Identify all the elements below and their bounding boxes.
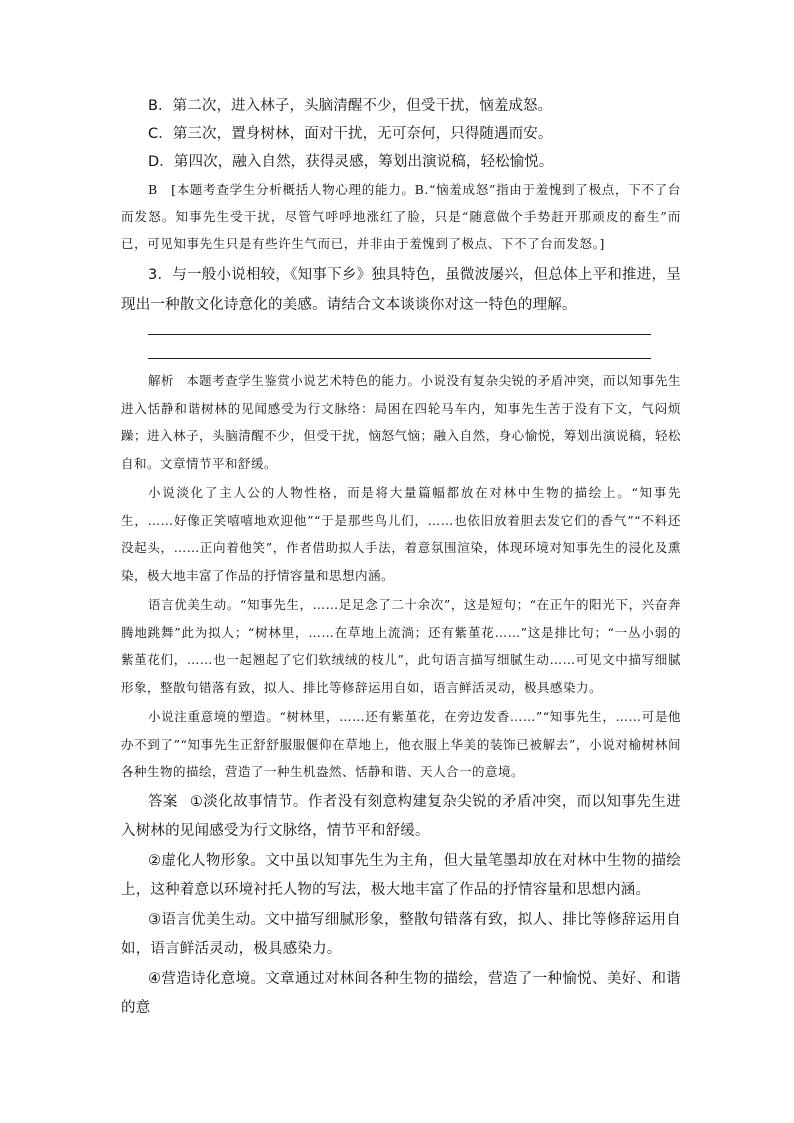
answer-item-4: ④营造诗化意境。文章通过对林间各种生物的描绘，营造了一种愉悦、美好、和谐的意 (121, 970, 681, 1016)
answer-item-2: ②虚化人物形象。文中虽以知事先生为主角，但大量笔墨却放在对林中生物的描绘上，这种着意以环境衬托人物的写法，极大地丰富了作品的抒情容量和思想内涵。 (121, 852, 681, 898)
analysis-paragraph-2: 小说淡化了主人公的人物性格，而是将大量篇幅都放在对林中生物的描绘上。“知事先生，……好像正笑嘻嘻地欢迎他”“于是那些鸟儿们，……也依旧放着胆去发它们的香气”“不料还没起头，……正向着他笑”，作者借助拟人手法，着意氛围渲染，体现环境对知事先生的浸化及熏染，极大地丰富了作品的抒情容量和思想内涵。 (121, 485, 681, 583)
analysis-label: 解析 (148, 373, 175, 388)
question-3: 3．与一般小说相较，《知事下乡》独具特色，虽微波屡兴，但总体上平和推进，呈现出一种散文化诗意化的美感。请结合文本谈谈你对这一特色的理解。 (121, 267, 681, 313)
answer-item-1-text: ①淡化故事情节。作者没有刻意构建复杂尖锐的矛盾冲突，而以知事先生进入树林的见闻感受为行文脉络，情节平和舒缓。 (121, 793, 681, 839)
answer-item-1 (121, 788, 681, 847)
option-c: C．第三次，置身树林，面对干扰，无可奈何，只得随遇而安。 (148, 126, 553, 142)
analysis-paragraph-1-text: 本题考查学生鉴赏小说艺术特色的能力。小说没有复杂尖锐的矛盾冲突，而以知事先生进入恬静和谐树林的见闻感受为行文脉络：局困在四轮马车内，知事先生苦于没有下文，气闷烦躁；进入林子，头脑清醒不少，但受干扰，恼怒气恼；融入自然，身心愉悦，筹划出演说稿，轻松自和。文章情节平和舒缓。 (121, 373, 681, 471)
answer-blank-line-2 (148, 358, 651, 359)
answer-label: 答案 (148, 793, 178, 810)
analysis-section (121, 367, 681, 786)
answer-section (121, 788, 681, 1024)
answer-item-3: ③语言优美生动。文中描写细腻形象，整散句错落有致，拟人、排比等修辞运用自如，语言鲜活灵动，极具感染力。 (121, 911, 681, 957)
answer-blank-line-1 (148, 334, 651, 335)
question-2-explanation: B [本题考查学生分析概括人物心理的能力。B.“恼羞成怒”指由于羞愧到了极点，下不了台而发怒。知事先生受干扰，尽管气呼呼地涨红了脸，只是“随意做个手势赶开那顽皮的畜生”而已，可见知事先生只是有些许生气而已，并非由于羞愧到了极点、下不了台而发怒。] (121, 182, 681, 251)
option-d: D．第四次，融入自然，获得灵感，筹划出演说稿，轻松愉悦。 (148, 154, 554, 170)
analysis-paragraph-4: 小说注重意境的塑造。“树林里，……还有紫堇花，在旁边发香……”“知事先生，……可是他办不到了”“知事先生正舒舒服服偃仰在草地上，他衣服上华美的装饰已被解去”，小说对榆树林间各种生物的描绘，营造了一种生机盎然、恬静和谐、天人合一的意境。 (121, 709, 681, 779)
analysis-paragraph-3: 语言优美生动。“知事先生，……足足念了二十余次”，这是短句；“在正午的阳光下，兴奋奔腾地跳舞”此为拟人；“树林里，……在草地上流淌；还有紫堇花……”这是排比句；“一丛小弱的紫堇花们，……也一起翘起了它们软绒绒的枝儿”，此句语言描写细腻生动……可见文中描写细腻形象，整散句错落有致，拟人、排比等修辞运用自如，语言鲜活灵动，极具感染力。 (121, 597, 681, 695)
page-content (121, 92, 681, 1024)
analysis-paragraph-1 (121, 367, 681, 477)
option-b: B．第二次，进入林子，头脑清醒不少，但受干扰，恼羞成怒。 (148, 98, 553, 114)
